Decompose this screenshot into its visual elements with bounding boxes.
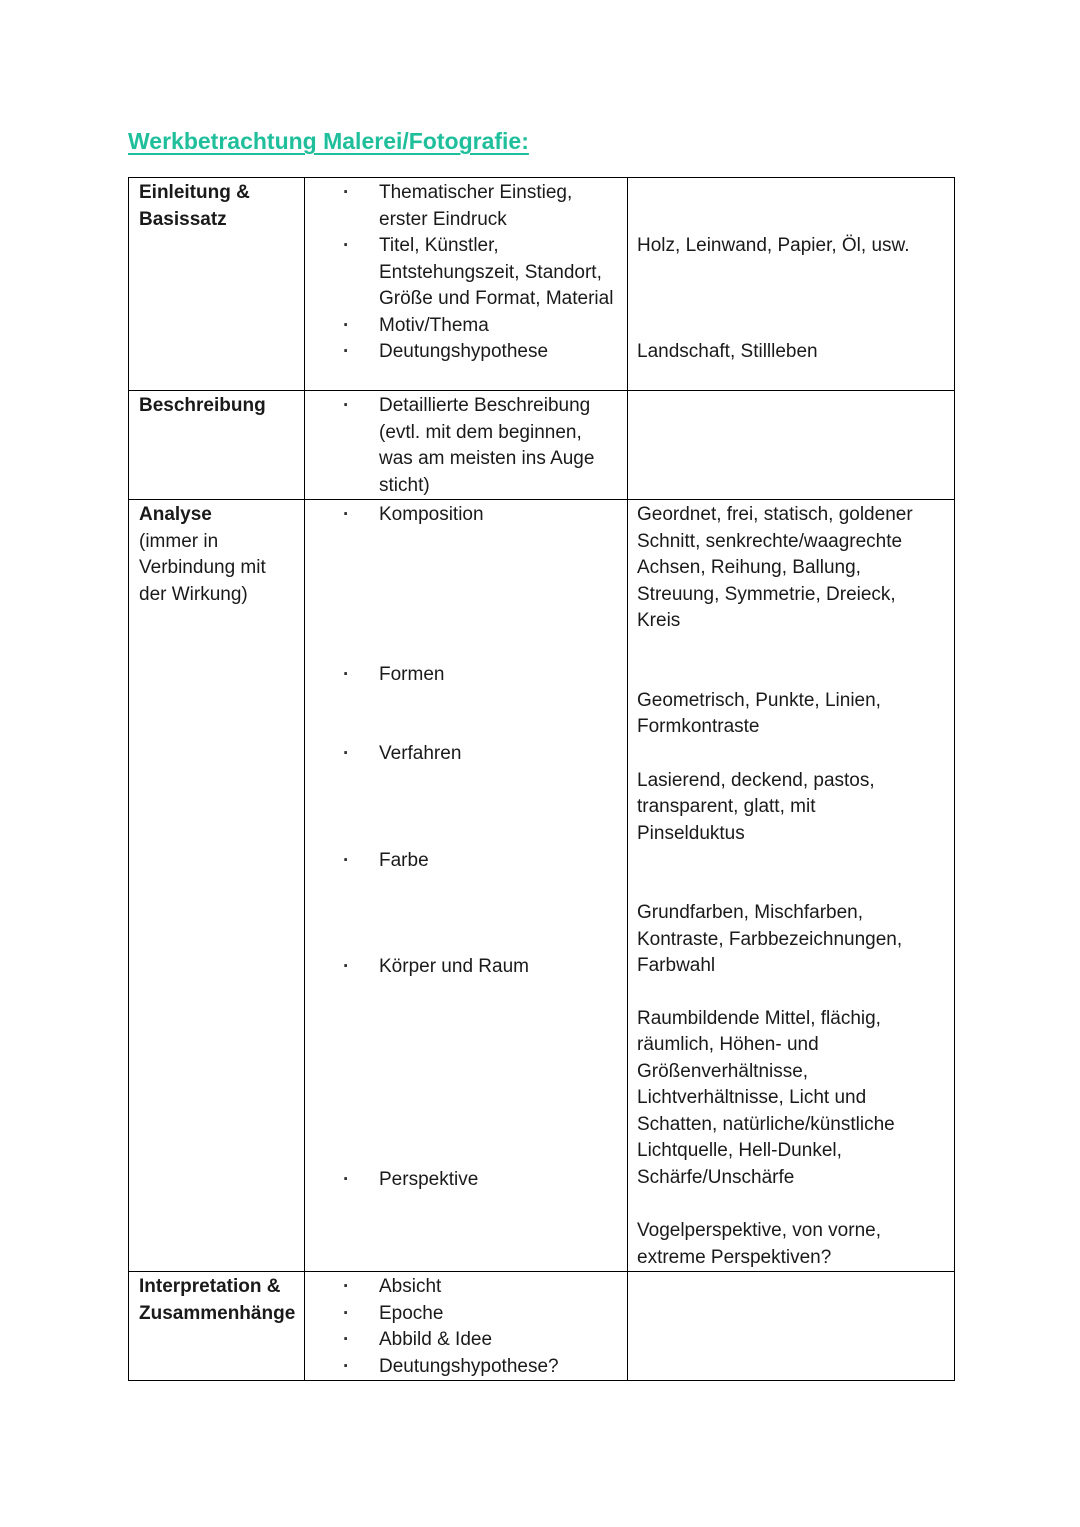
note: Lasierend, deckend, pastos, transparent, glatt, mit Pinselduktus — [637, 769, 875, 844]
criteria-list — [305, 391, 627, 499]
notes-cell — [628, 1272, 955, 1381]
criteria-list — [305, 1272, 627, 1380]
note: Grundfarben, Mischfarben, Kontraste, Farbbezeichnungen, Farbwahl — [637, 902, 903, 976]
row-label: Interpretation & Zusammenhänge — [139, 1276, 296, 1324]
criteria-cell — [305, 391, 628, 500]
list-item: · Komposition — [305, 502, 623, 529]
list-item: · Körper und Raum — [305, 954, 623, 981]
list-item: · Epoche — [305, 1301, 623, 1328]
list-item: · Perspektive — [305, 1167, 623, 1194]
criteria-cell — [305, 1272, 628, 1381]
row-label: Analyse — [139, 504, 212, 525]
table-row — [129, 1272, 955, 1381]
table-row — [129, 178, 955, 391]
row-label-cell — [129, 1272, 305, 1381]
list-item: · Absicht — [305, 1274, 623, 1301]
note: Landschaft, Stillleben — [637, 340, 818, 362]
note: Vogelperspektive, von vorne, extreme Perspektiven? — [637, 1220, 881, 1268]
notes-cell — [628, 500, 955, 1272]
row-label-cell — [129, 391, 305, 500]
analysis-table — [128, 177, 955, 1381]
list-item: · Motiv/Thema — [305, 313, 623, 340]
page-title: Werkbetrachtung Malerei/Fotografie: — [128, 128, 529, 154]
note: Raumbildende Mittel, flächig, räumlich, Höhen- und Größenverhältnisse, Lichtverhältnisse, Licht und Schatten, natürliche/künstliche Lichtquelle, Hell-Dunkel, Schärfe/Unschärfe — [637, 1007, 895, 1188]
note: Geordnet, frei, statisch, goldener Schnitt, senkrechte/waagrechte Achsen, Reihung, Ballung, Streuung, Symmetrie, Dreieck, Kreis — [637, 504, 913, 631]
criteria-list — [305, 178, 627, 366]
notes-cell — [628, 391, 955, 500]
list-item: · Detaillierte Beschreibung (evtl. mit dem beginnen, was am meisten ins Auge sticht) — [305, 393, 623, 499]
list-item: · Abbild & Idee — [305, 1327, 623, 1354]
list-item: · Verfahren — [305, 741, 623, 768]
list-item: · Deutungshypothese? — [305, 1354, 623, 1381]
row-label: Einleitung & Basissatz — [139, 182, 250, 230]
list-item: · Titel, Künstler, Entstehungszeit, Standort, Größe und Format, Material — [305, 233, 623, 313]
list-item: · Thematischer Einstieg, erster Eindruck — [305, 180, 623, 233]
criteria-cell — [305, 178, 628, 391]
criteria-list — [305, 500, 627, 1193]
note: Geometrisch, Punkte, Linien, Formkontraste — [637, 689, 881, 737]
list-item: · Formen — [305, 662, 623, 689]
list-item: · Deutungshypothese — [305, 339, 623, 366]
row-label-cell — [129, 500, 305, 1272]
row-label: Beschreibung — [139, 395, 266, 416]
criteria-cell — [305, 500, 628, 1272]
table-row — [129, 500, 955, 1272]
row-label-sub: (immer in Verbindung mit der Wirkung) — [139, 530, 266, 605]
note: Holz, Leinwand, Papier, Öl, usw. — [637, 235, 910, 256]
row-label-cell — [129, 178, 305, 391]
list-item: · Farbe — [305, 848, 623, 875]
notes-cell — [628, 178, 955, 391]
table-row — [129, 391, 955, 500]
